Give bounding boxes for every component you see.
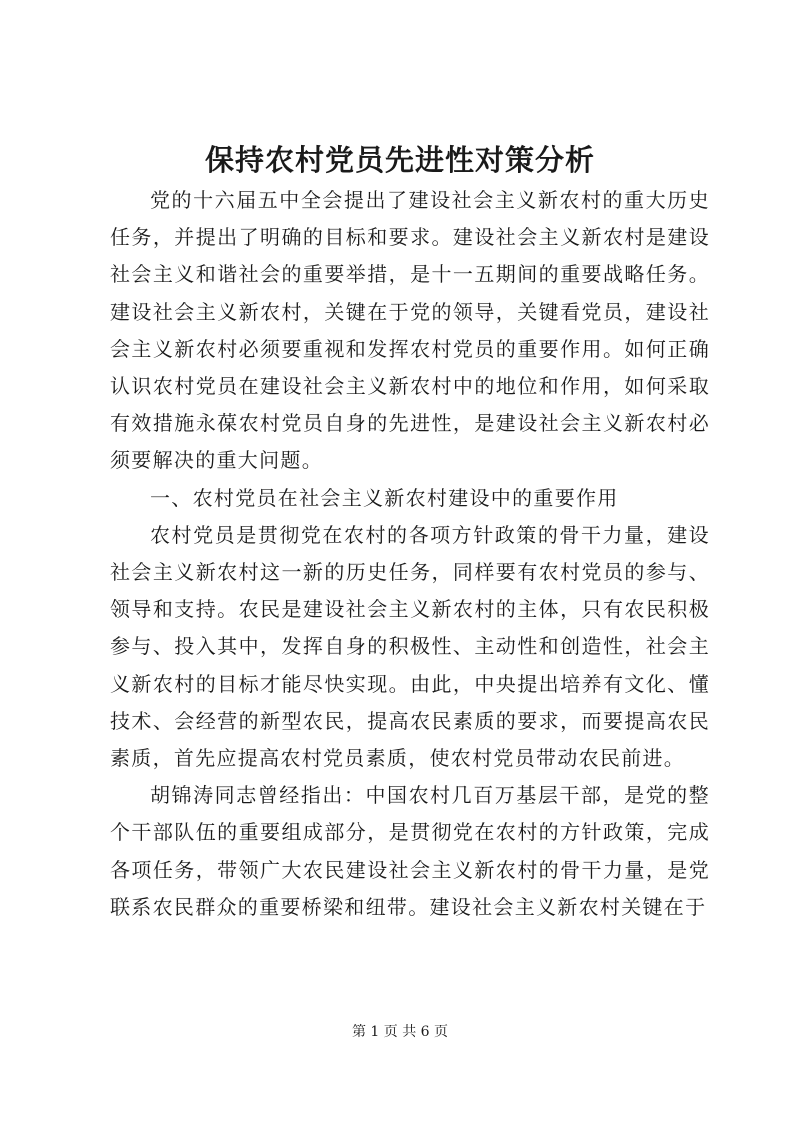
document-body: [110, 182, 710, 926]
paragraph-quote: 胡锦涛同志曾经指出：中国农村几百万基层干部，是党的整个干部队伍的重要组成部分，是贯彻党在农村的方针政策，完成各项任务，带领广大农民建设社会主义新农村的骨干力量，是党联系农民群众的重要桥梁和纽带。建设社会主义新农村关键在于: [110, 783, 710, 919]
section-heading-1: 一、农村党员在社会主义新农村建设中的重要作用: [150, 485, 619, 510]
paragraph-role: 农村党员是贯彻党在农村的各项方针政策的骨干力量，建设社会主义新农村这一新的历史任务，同样要有农村党员的参与、领导和支持。农民是建设社会主义新农村的主体，只有农民积极参与、投入其中，发挥自身的积极性、主动性和创造性，社会主义新农村的目标才能尽快实现。由此，中央提出培养有文化、懂技术、会经营的新型农民，提高农民素质的要求，而要提高农民素质，首先应提高农村党员素质，使农村党员带动农民前进。: [110, 522, 710, 771]
page-footer: 第 1 页 共 6 页: [351, 1024, 449, 1040]
paragraph-intro: 党的十六届五中全会提出了建设社会主义新农村的重大历史任务，并提出了明确的目标和要求。建设社会主义新农村是建设社会主义和谐社会的重要举措，是十一五期间的重要战略任务。建设社会主义新农村，关键在于党的领导，关键看党员，建设社会主义新农村必须要重视和发挥农村党员的重要作用。如何正确认识农村党员在建设社会主义新农村中的地位和作用，如何采取有效措施永葆农村党员自身的先进性，是建设社会主义新农村必须要解决的重大问题。: [110, 188, 710, 473]
document-title: 保持农村党员先进性对策分析: [204, 143, 595, 177]
